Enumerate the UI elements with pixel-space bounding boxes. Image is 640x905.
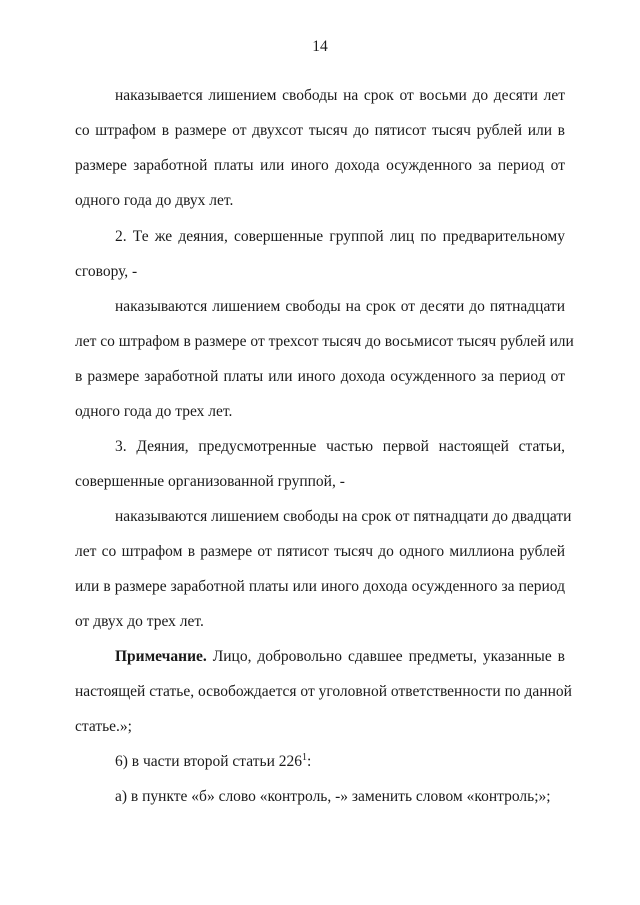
paragraph-line: 3. Деяния, предусмотренные частью первой настоящей статьи,	[115, 438, 565, 455]
paragraph-line: со штрафом в размере от двухсот тысяч до пятисот тысяч рублей или в	[75, 122, 565, 139]
note-text: Лицо, добровольно сдавшее предметы, указанные в	[206, 648, 565, 665]
paragraph-line: наказываются лишением свободы на срок от десяти до пятнадцати	[115, 298, 565, 315]
paragraph-line: в размере заработной платы или иного дохода осужденного за период от	[75, 368, 565, 385]
item-a-line: а) в пункте «б» слово «контроль, -» заменить словом «контроль;»;	[115, 788, 551, 805]
paragraph-line: сговору, -	[75, 263, 138, 280]
note-line: статье.»;	[75, 718, 132, 735]
note-line	[115, 648, 565, 666]
paragraph-line: от двух до трех лет.	[75, 613, 204, 630]
item-6-line	[115, 753, 565, 771]
note-line: настоящей статье, освобождается от уголовной ответственности по данной	[75, 683, 572, 700]
item-6-text: 6) в части второй статьи 226	[115, 753, 302, 770]
paragraph-line: или в размере заработной платы или иного дохода осужденного за период	[75, 578, 565, 595]
paragraph-line: совершенные организованной группой, -	[75, 473, 345, 490]
paragraph-line: одного года до трех лет.	[75, 403, 233, 420]
paragraph-line: 2. Те же деяния, совершенные группой лиц по предварительному	[115, 228, 565, 245]
paragraph-line: наказываются лишением свободы на срок от пятнадцати до двадцати	[115, 508, 572, 525]
paragraph-line: лет со штрафом в размере от трехсот тысяч до восьмисот тысяч рублей или	[75, 333, 574, 350]
paragraph-line: одного года до двух лет.	[75, 192, 234, 209]
paragraph-line: лет со штрафом в размере от пятисот тысяч до одного миллиона рублей	[75, 543, 565, 560]
note-label: Примечание.	[115, 648, 207, 665]
page-number: 14	[312, 38, 328, 55]
item-6-tail: :	[306, 753, 312, 770]
item-6-superscript: 1	[301, 751, 307, 763]
paragraph-line: размере заработной платы или иного дохода осужденного за период от	[75, 157, 565, 174]
paragraph-line: наказывается лишением свободы на срок от восьми до десяти лет	[115, 87, 565, 104]
